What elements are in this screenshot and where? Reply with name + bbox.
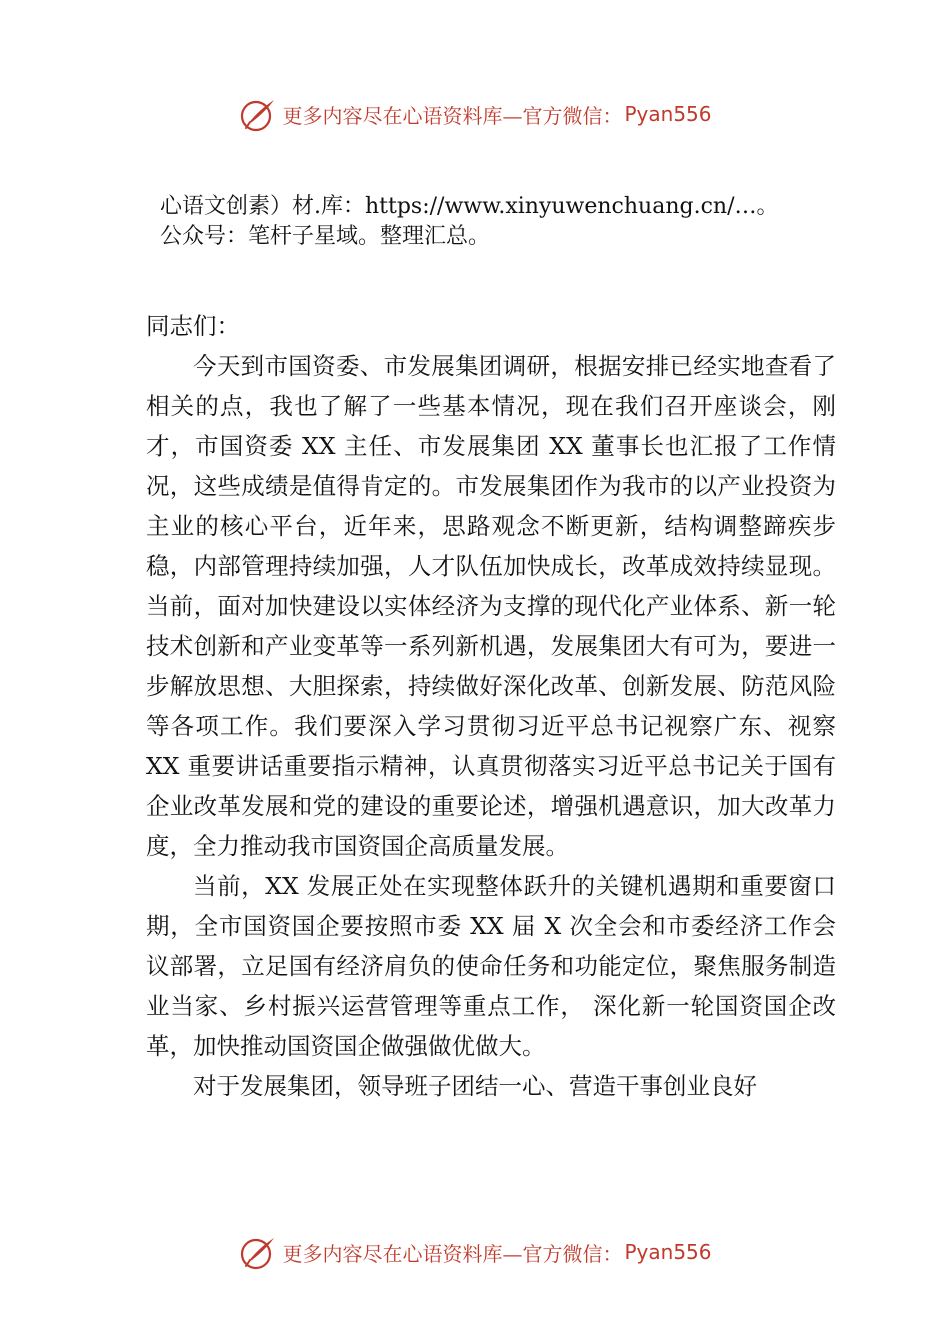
banner-text: 更多内容尽在心语资料库 bbox=[282, 103, 503, 128]
banner-text: 更多内容尽在心语资料库 bbox=[282, 1241, 503, 1266]
source-note-line-1: 心语文创素）材.库：https://www.xinyuwenchuang.cn/…。 bbox=[160, 194, 779, 219]
footer-banner bbox=[0, 1230, 950, 1274]
quill-pen-logo-icon bbox=[238, 94, 278, 134]
paragraph-3: 对于发展集团，领导班子团结一心、营造干事创业良好 bbox=[193, 1072, 757, 1100]
paragraph-2: 当前，XX 发展正处在实现整体跃升的关键机遇期和重要窗口期，全市国资国企要按照市委 XX 届 X 次全会和市委经济工作会议部署，立足国有经济肩负的使命任务和功能定位，聚焦服务制造业当家、乡村振兴运营管理等重点工作， 深化新一轮国资国企改革，加快推动国资国企做强做优做大。 bbox=[146, 872, 836, 1060]
quill-pen-logo-icon bbox=[238, 1232, 278, 1272]
source-note-line-2: 公众号：笔杆子星域。整理汇总。 bbox=[160, 224, 491, 249]
banner-wechat-handle: Pyan556 bbox=[624, 102, 712, 126]
speech-body bbox=[146, 306, 836, 1106]
header-banner bbox=[0, 92, 950, 136]
paragraph-1: 今天到市国资委、市发展集团调研，根据安排已经实地查看了相关的点，我也了解了一些基本情况，现在我们召开座谈会，刚才，市国资委 XX 主任、市发展集团 XX 董事长也汇报了工作情况，这些成绩是值得肯定的。市发展集团作为我市的以产业投资为主业的核心平台，近年来，思路观念不断更新，结构调整蹄疾步稳，内部管理持续加强，人才队伍加快成长，改革成效持续显现。当前，面对加快建设以实体经济为支撑的现代化产业体系、新一轮技术创新和产业变革等一系列新机遇，发展集团大有可为，要进一步解放思想、大胆探索，持续做好深化改革、创新发展、防范风险等各项工作。我们要深入学习贯彻习近平总书记视察广东、视察 XX 重要讲话重要指示精神，认真贯彻落实习近平总书记关于国有企业改革发展和党的建设的重要论述，增强机遇意识，加大改革力度，全力推动我市国资国企高质量发展。 bbox=[146, 352, 836, 860]
source-note bbox=[160, 192, 900, 252]
banner-wechat-handle: Pyan556 bbox=[624, 1240, 712, 1264]
banner-separator: —官方微信： bbox=[502, 103, 623, 128]
salutation: 同志们： bbox=[146, 312, 240, 340]
banner-separator: —官方微信： bbox=[502, 1241, 623, 1266]
